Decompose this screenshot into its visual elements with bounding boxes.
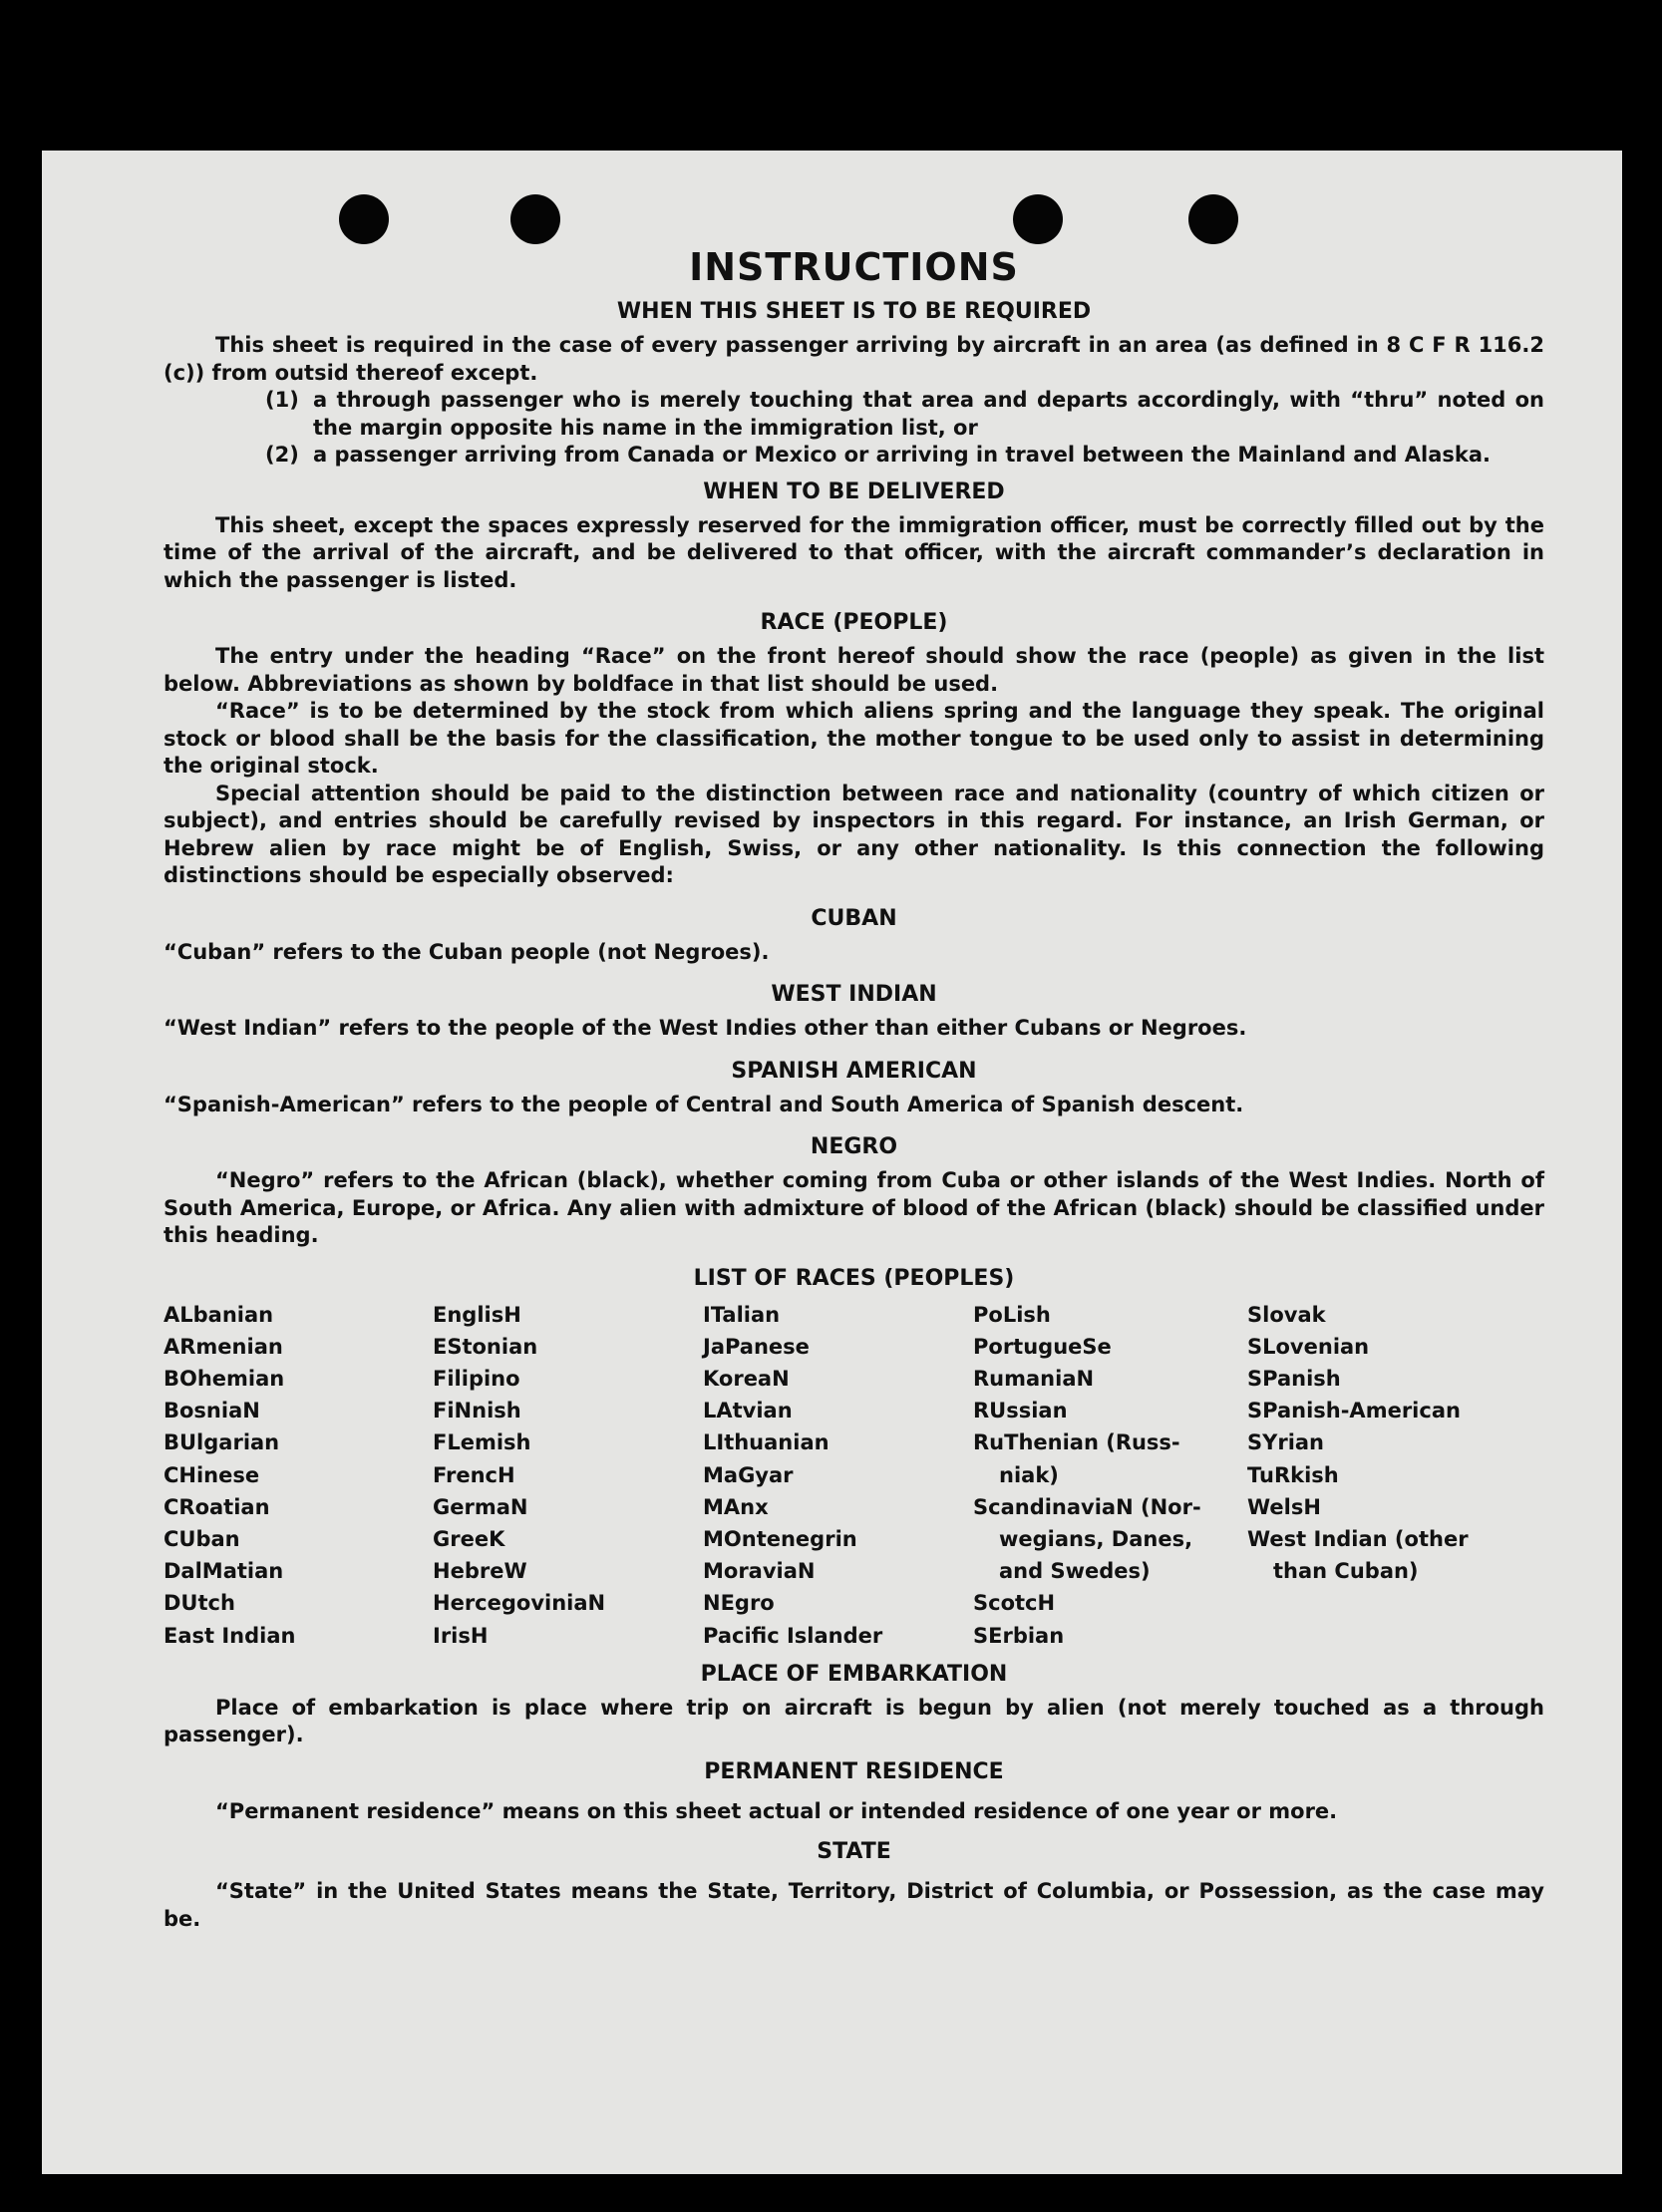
race-item: FrencH [433,1462,515,1487]
race-item: SErbian [973,1623,1065,1648]
item-text: a passenger arriving from Canada or Mexico or arriving in travel between the Mainland and Alaska. [313,443,1491,467]
race-item: DUtch [164,1591,235,1616]
paragraph: Place of embarkation is place where trip on aircraft is begun by alien (not merely touched as a through passenger). [164,1695,1544,1747]
race-item: EnglisH [433,1302,521,1327]
list-item [164,387,1544,442]
race-item: SLovenian [1247,1334,1370,1359]
section-heading: WEST INDIAN [771,982,937,1007]
punch-hole [339,194,389,244]
race-item: RUssian [973,1399,1068,1423]
race-item: SPanish-American [1247,1399,1461,1423]
instructions-content [164,245,1544,1933]
race-item: RuThenian (Russ- [973,1430,1180,1455]
paragraph: “Permanent residence” means on this sheet actual or intended residence of one year or more. [215,1798,1338,1823]
race-item: East Indian [164,1623,296,1648]
paragraph: This sheet is required in the case of every passenger arriving by aircraft in an area (as defined in 8 C F R 116.2 (c)) from outsid thereof except. [164,333,1544,385]
item-text: a through passenger who is merely touching that area and departs accordingly, with “thru” noted on the margin opposite his name in the immigration list, or [313,388,1544,440]
race-item: LAtvian [703,1399,793,1423]
race-item: ScandinaviaN (Nor- [973,1494,1201,1519]
race-item: FiNnish [433,1399,521,1423]
race-item: MaGyar [703,1462,794,1487]
race-item: CUban [164,1526,240,1551]
race-item: IrisH [433,1623,489,1648]
race-item: TuRkish [1247,1462,1339,1487]
section-heading: RACE (PEOPLE) [760,610,948,635]
races-column [973,1299,1247,1652]
race-item: Filipino [433,1366,520,1391]
race-item: LIthuanian [703,1430,830,1455]
section-heading: NEGRO [810,1134,898,1159]
punch-hole [1188,194,1238,244]
paragraph: The entry under the heading “Race” on the front hereof should show the race (people) as given in the list below. Abbreviations as shown by boldface in that list should be used. [164,644,1544,696]
section-heading: WHEN THIS SHEET IS TO BE REQUIRED [616,299,1092,324]
race-item: MoraviaN [703,1559,816,1584]
races-column [433,1299,703,1652]
race-item: BUlgarian [164,1430,280,1455]
paragraph: “West Indian” refers to the people of the West Indies other than either Cubans or Negroes. [164,1016,1247,1040]
race-item: FLemish [433,1430,531,1455]
race-item: KoreaN [703,1366,790,1391]
paragraph: “Spanish-American” refers to the people of Central and South America of Spanish descent. [164,1092,1244,1116]
race-item: BosniaN [164,1399,260,1423]
paragraph: “State” in the United States means the State, Territory, District of Columbia, or Possession, as the case may be. [164,1879,1544,1931]
paragraph: “Cuban” refers to the Cuban people (not Negroes). [164,939,770,964]
punch-hole [510,194,560,244]
race-item: MAnx [703,1494,769,1519]
race-item: GreeK [433,1526,505,1551]
race-item: ScotcH [973,1591,1056,1616]
race-item: Slovak [1247,1302,1326,1327]
race-item: SYrian [1247,1430,1325,1455]
race-item: HercegoviniaN [433,1591,606,1616]
section-heading: WHEN TO BE DELIVERED [703,478,1005,504]
page-title: INSTRUCTIONS [689,245,1019,289]
race-item: WelsH [1247,1494,1321,1519]
paragraph: “Race” is to be determined by the stock from which aliens spring and the language they speak. The original stock or blood shall be the basis for the classification, the mother tongue to be used only to assist in determining the original stock. [164,699,1544,778]
race-item: EStonian [433,1334,538,1359]
race-item: PoLish [973,1302,1051,1327]
race-item: SPanish [1247,1366,1341,1391]
race-item: RumaniaN [973,1366,1095,1391]
races-list [164,1299,1544,1652]
section-heading: SPANISH AMERICAN [731,1058,977,1084]
race-item: ITalian [703,1302,781,1327]
race-item: CHinese [164,1462,260,1487]
race-item: NEgro [703,1591,775,1616]
paragraph: “Negro” refers to the African (black), whether coming from Cuba or other islands of the West Indies. North of South America, Europe, or Africa. Any alien with admixture of blood of the African (black) should be classified under this heading. [164,1168,1544,1247]
list-item [164,442,1544,470]
races-column [703,1299,973,1652]
item-number: (1) [265,388,299,412]
race-item: ALbanian [164,1302,274,1327]
race-item: MOntenegrin [703,1526,857,1551]
document-sheet [42,151,1622,2174]
race-item: DalMatian [164,1559,284,1584]
section-heading: CUBAN [811,905,897,931]
race-item: West Indian (other [1247,1526,1469,1551]
race-item: JaPanese [703,1334,810,1359]
race-item: HebreW [433,1559,527,1584]
paragraph: This sheet, except the spaces expressly reserved for the immigration officer, must be correctly filled out by the time of the arrival of the aircraft, and be delivered to that officer, with the aircraft commander’s declaration in which the passenger is listed. [164,512,1544,592]
race-item: than Cuban) [1273,1559,1419,1584]
section-heading: LIST OF RACES (PEOPLES) [693,1265,1015,1291]
race-item: wegians, Danes, [999,1526,1193,1551]
race-item: BOhemian [164,1366,285,1391]
section-heading: PLACE OF EMBARKATION [700,1661,1008,1687]
race-item: ARmenian [164,1334,283,1359]
race-item: CRoatian [164,1494,270,1519]
races-column [164,1299,433,1652]
race-item: and Swedes) [999,1559,1151,1584]
races-column [1247,1299,1506,1652]
punch-hole [1013,194,1063,244]
paragraph: Special attention should be paid to the distinction between race and nationality (country of which citizen or subject), and entries should be carefully revised by inspectors in this regard. For instance, an Irish German, or Hebrew alien by race might be of English, Swiss, or any other nationality. Is this connection the following distinctions should be especially observed: [164,781,1544,887]
race-item: PortugueSe [973,1334,1112,1359]
race-item: niak) [999,1462,1059,1487]
race-item: Pacific Islander [703,1623,883,1648]
item-number: (2) [265,443,299,467]
section-heading: STATE [817,1839,891,1865]
race-item: GermaN [433,1494,528,1519]
section-heading: PERMANENT RESIDENCE [704,1758,1004,1784]
